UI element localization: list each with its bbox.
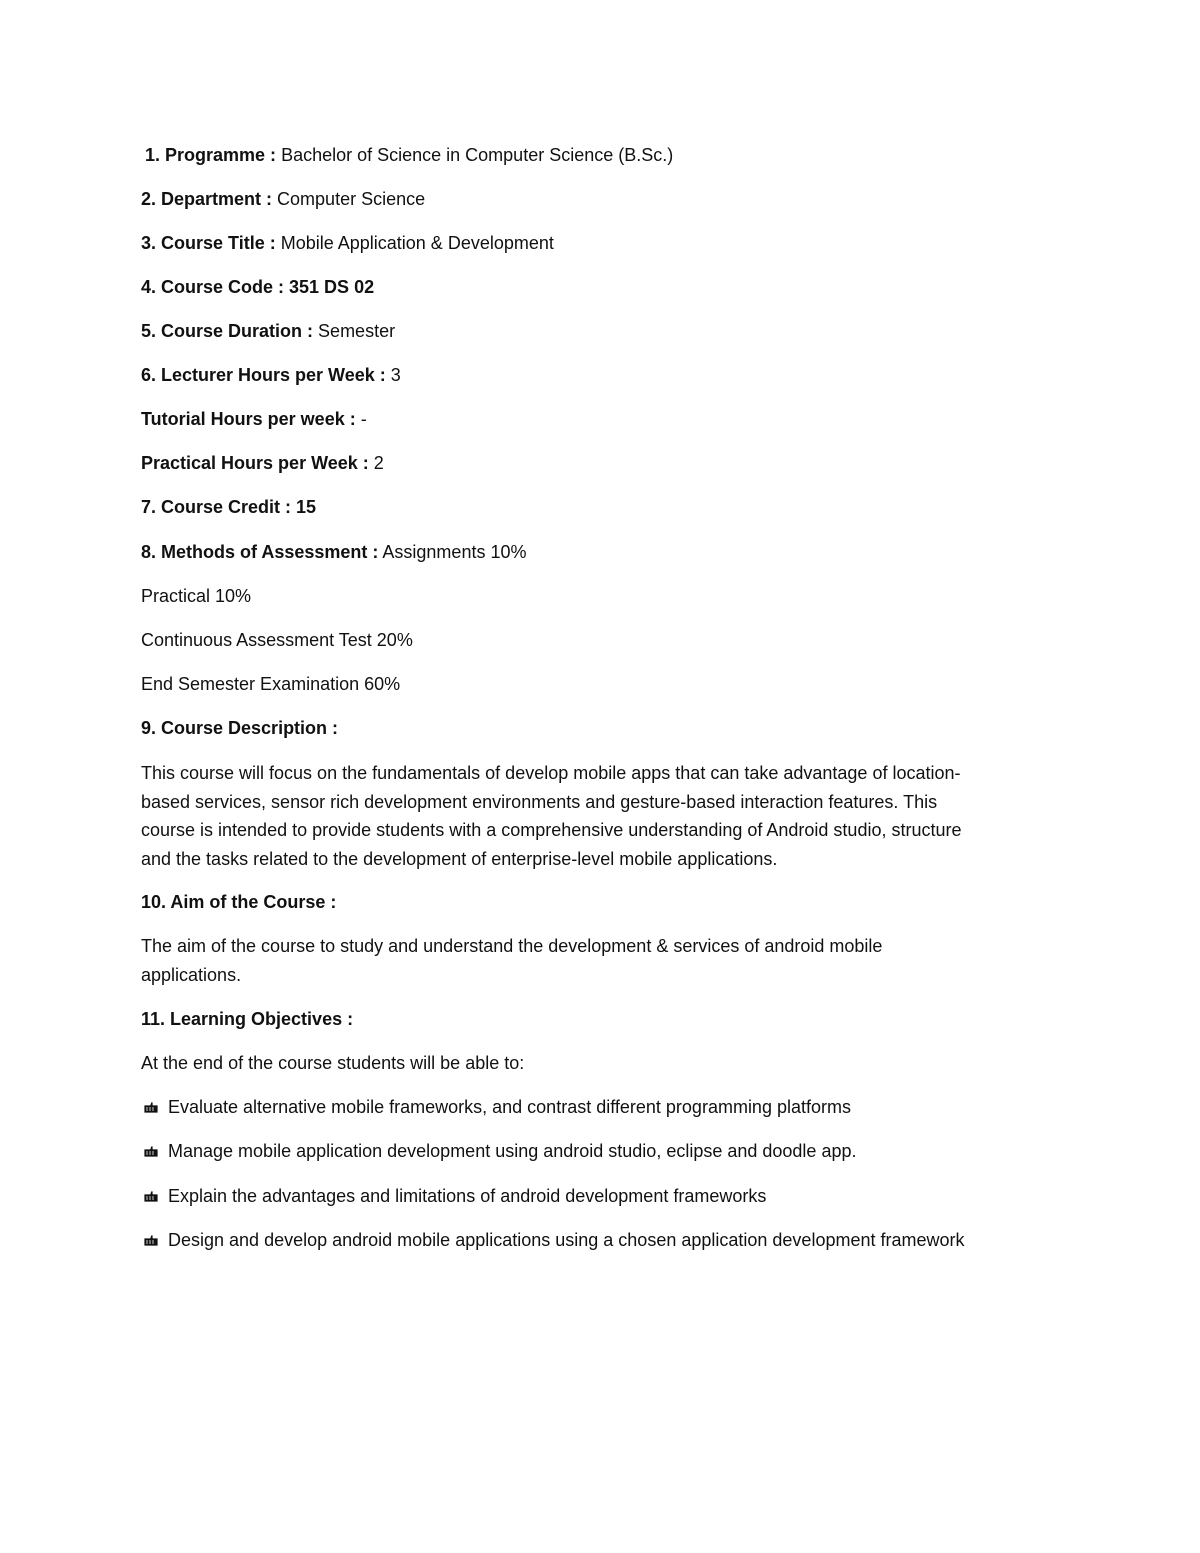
course-credit-label: 7. Course Credit : 15 (141, 497, 317, 517)
aim-line: applications. (141, 964, 242, 985)
aim-line: The aim of the course to study and understand the development & services of android mobile (141, 936, 883, 956)
practical-hours-line (141, 451, 384, 475)
course-code-line (141, 275, 374, 299)
assessment-value: Assignments 10% (382, 542, 527, 562)
objective-text: Manage mobile application development using android studio, eclipse and doodle app. (168, 1141, 857, 1161)
tutorial-hours-value: - (360, 409, 367, 429)
objective-item (141, 1095, 851, 1119)
objective-item (141, 1184, 766, 1208)
objective-text: Design and develop android mobile applications using a chosen application development framework (168, 1230, 965, 1250)
course-description-line: and the tasks related to the development of enterprise-level mobile applications. (141, 848, 778, 869)
course-description-line: This course will focus on the fundamentals of develop mobile apps that can take advantage of location- (141, 763, 961, 783)
assessment-end-semester: End Semester Examination 60% (141, 674, 401, 694)
pointing-hand-icon (141, 1228, 161, 1252)
course-duration-line (141, 319, 395, 343)
course-title-line (141, 231, 554, 255)
course-title-label: 3. Course Title : (141, 233, 276, 253)
course-duration-value: Semester (318, 321, 396, 341)
aim-text (141, 932, 1071, 989)
practical-hours-value: 2 (373, 453, 384, 473)
tutorial-hours-line (141, 407, 367, 431)
programme-value: Bachelor of Science in Computer Science (B.Sc.) (281, 145, 674, 165)
course-duration-label: 5. Course Duration : (141, 321, 314, 341)
course-description-line: based services, sensor rich development environments and gesture-based interaction features. This (141, 791, 938, 812)
lecturer-hours-value: 3 (390, 365, 401, 385)
practical-hours-label: Practical Hours per Week : (141, 453, 369, 473)
course-description-text (141, 759, 1071, 873)
assessment-practical: Practical 10% (141, 586, 252, 606)
lecturer-hours-line (141, 363, 401, 387)
assessment-continuous: Continuous Assessment Test 20% (141, 630, 413, 650)
pointing-hand-icon (141, 1139, 161, 1163)
course-credit-line (141, 495, 316, 519)
lecturer-hours-label: 6. Lecturer Hours per Week : (141, 365, 386, 385)
programme-line (145, 143, 673, 167)
department-label: 2. Department : (141, 189, 273, 209)
objectives-intro: At the end of the course students will be able to: (141, 1053, 525, 1073)
tutorial-hours-label: Tutorial Hours per week : (141, 409, 356, 429)
course-title-value: Mobile Application & Development (280, 233, 554, 253)
department-value: Computer Science (277, 189, 426, 209)
course-description-line: course is intended to provide students with a comprehensive understanding of Android studio, structure (141, 820, 962, 840)
course-description-heading: 9. Course Description : (141, 718, 339, 738)
objective-item (141, 1228, 965, 1252)
objectives-heading: 11. Learning Objectives : (141, 1009, 354, 1029)
programme-label: 1. Programme : (145, 145, 277, 165)
objective-text: Explain the advantages and limitations of android development frameworks (168, 1186, 767, 1206)
objective-item (141, 1139, 856, 1163)
objective-text: Evaluate alternative mobile frameworks, and contrast different programming platforms (168, 1097, 851, 1117)
assessment-label: 8. Methods of Assessment : (141, 542, 379, 562)
aim-heading: 10. Aim of the Course : (141, 892, 337, 912)
pointing-hand-icon (141, 1095, 161, 1119)
assessment-line (141, 540, 526, 564)
pointing-hand-icon (141, 1184, 161, 1208)
course-code-label: 4. Course Code : 351 DS 02 (141, 277, 375, 297)
department-line (141, 187, 425, 211)
